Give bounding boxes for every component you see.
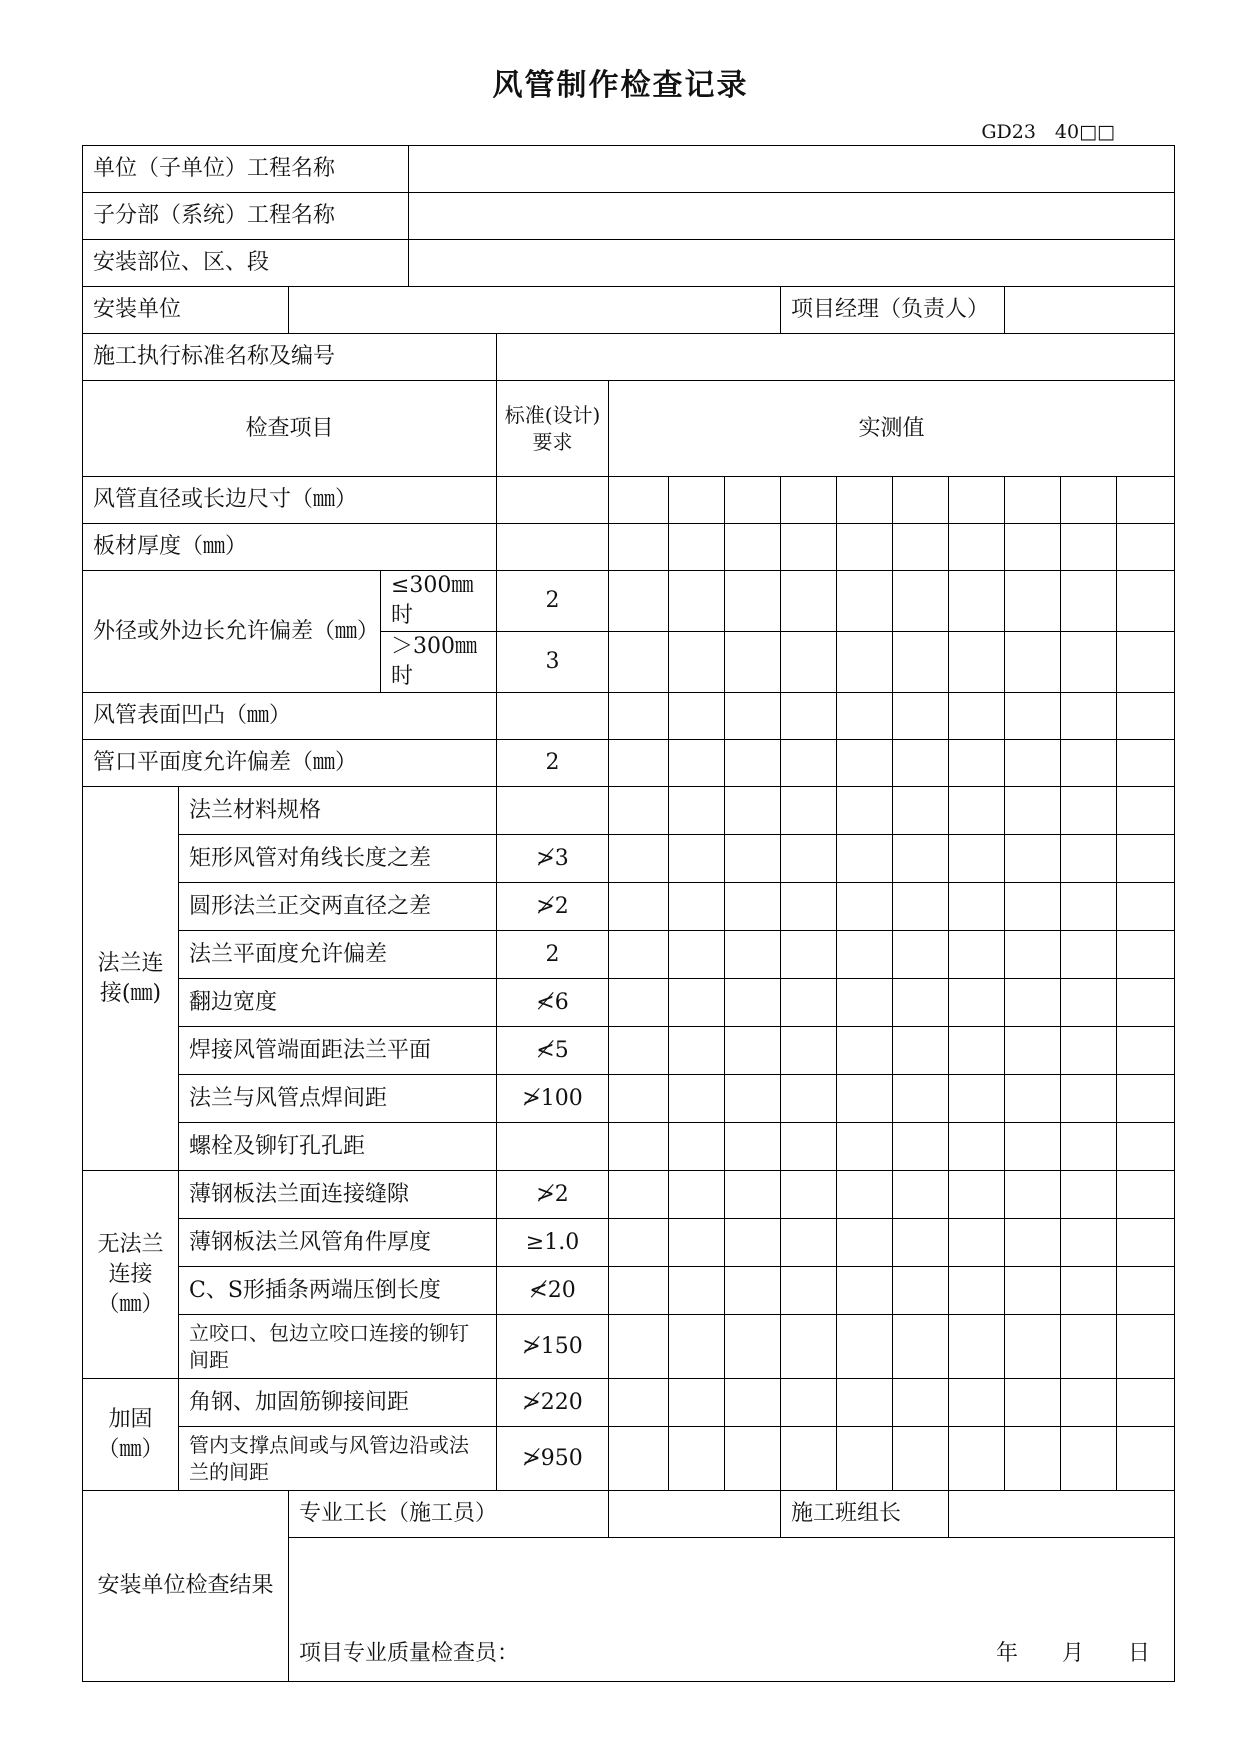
- measured-cell[interactable]: [725, 740, 781, 787]
- inspection-table: [82, 145, 1175, 1682]
- measured-cell[interactable]: [725, 1267, 781, 1315]
- measured-cell[interactable]: [1117, 1171, 1175, 1219]
- item-requirement: ≥1.0: [497, 1219, 609, 1267]
- measured-cell[interactable]: [781, 1171, 837, 1219]
- measured-cell[interactable]: [1061, 1315, 1117, 1379]
- measured-cell[interactable]: [1117, 1379, 1175, 1427]
- item-requirement: [497, 787, 609, 835]
- item-requirement: ≯100: [497, 1075, 609, 1123]
- measured-cell[interactable]: [949, 477, 1005, 524]
- col-measured-header: 实测值: [609, 381, 1175, 477]
- measured-cell[interactable]: [893, 787, 949, 835]
- measured-cell[interactable]: [1005, 524, 1061, 571]
- item-requirement: ≯2: [497, 1171, 609, 1219]
- measured-cell[interactable]: [609, 1267, 669, 1315]
- measured-cell[interactable]: [949, 787, 1005, 835]
- measured-cell[interactable]: [1117, 883, 1175, 931]
- measured-cell[interactable]: [725, 787, 781, 835]
- measured-cell[interactable]: [609, 693, 669, 740]
- measured-cell[interactable]: [1117, 1267, 1175, 1315]
- measured-cell[interactable]: [609, 883, 669, 931]
- measured-cell[interactable]: [609, 835, 669, 883]
- unit-project-label: 单位（子单位）工程名称: [83, 146, 409, 193]
- measured-cell[interactable]: [781, 931, 837, 979]
- measured-cell[interactable]: [837, 1267, 893, 1315]
- measured-cell[interactable]: [1005, 1427, 1061, 1491]
- measured-cell[interactable]: [1061, 571, 1117, 632]
- item-requirement: 2: [497, 740, 609, 787]
- measured-cell[interactable]: [837, 883, 893, 931]
- measured-cell[interactable]: [949, 835, 1005, 883]
- item-label: 圆形法兰正交两直径之差: [179, 883, 497, 931]
- measured-cell[interactable]: [781, 1027, 837, 1075]
- measured-cell[interactable]: [609, 1427, 669, 1491]
- measured-cell[interactable]: [725, 632, 781, 693]
- measured-cell[interactable]: [781, 571, 837, 632]
- measured-cell[interactable]: [837, 477, 893, 524]
- measured-cell[interactable]: [669, 740, 725, 787]
- measured-cell[interactable]: [949, 571, 1005, 632]
- measured-cell[interactable]: [725, 1315, 781, 1379]
- measured-cell[interactable]: [893, 1267, 949, 1315]
- measured-cell[interactable]: [837, 931, 893, 979]
- measured-cell[interactable]: [1061, 1171, 1117, 1219]
- measured-cell[interactable]: [893, 1219, 949, 1267]
- measured-cell[interactable]: [949, 979, 1005, 1027]
- measured-cell[interactable]: [949, 740, 1005, 787]
- measured-cell[interactable]: [781, 1123, 837, 1171]
- measured-cell[interactable]: [609, 571, 669, 632]
- measured-cell[interactable]: [669, 693, 725, 740]
- measured-cell[interactable]: [609, 1171, 669, 1219]
- measured-cell[interactable]: [669, 1427, 725, 1491]
- measured-cell[interactable]: [781, 740, 837, 787]
- team-leader-value[interactable]: [949, 1491, 1175, 1538]
- measured-cell[interactable]: [949, 1267, 1005, 1315]
- measured-cell[interactable]: [1117, 1027, 1175, 1075]
- measured-cell[interactable]: [949, 1219, 1005, 1267]
- standard-label: 施工执行标准名称及编号: [83, 334, 497, 381]
- install-unit-value[interactable]: [289, 287, 781, 334]
- measured-cell[interactable]: [893, 1379, 949, 1427]
- measured-cell[interactable]: [1005, 477, 1061, 524]
- measured-cell[interactable]: [1005, 1315, 1061, 1379]
- item-requirement: ≮6: [497, 979, 609, 1027]
- measured-cell[interactable]: [1117, 979, 1175, 1027]
- item-label: 矩形风管对角线长度之差: [179, 835, 497, 883]
- measured-cell[interactable]: [725, 1123, 781, 1171]
- measured-cell[interactable]: [1005, 979, 1061, 1027]
- reinforce-group-label: 加固（㎜）: [83, 1379, 179, 1491]
- measured-cell[interactable]: [669, 835, 725, 883]
- measured-cell[interactable]: [949, 931, 1005, 979]
- measured-cell[interactable]: [1061, 1267, 1117, 1315]
- measured-cell[interactable]: [1061, 1027, 1117, 1075]
- measured-cell[interactable]: [893, 931, 949, 979]
- foreman-label: 专业工长（施工员）: [289, 1491, 609, 1538]
- form-code: GD23 40□□: [981, 121, 1115, 143]
- measured-cell[interactable]: [609, 740, 669, 787]
- measured-cell[interactable]: [609, 1123, 669, 1171]
- measured-cell[interactable]: [1117, 1315, 1175, 1379]
- item-requirement: ≯950: [497, 1427, 609, 1491]
- measured-cell[interactable]: [781, 1427, 837, 1491]
- item-requirement: ≯220: [497, 1379, 609, 1427]
- measured-cell[interactable]: [725, 477, 781, 524]
- measured-cell[interactable]: [725, 1379, 781, 1427]
- measured-cell[interactable]: [1005, 787, 1061, 835]
- item-label: 薄钢板法兰风管角件厚度: [179, 1219, 497, 1267]
- measured-cell[interactable]: [669, 883, 725, 931]
- measured-cell[interactable]: [669, 524, 725, 571]
- deviation-group-label: 外径或外边长允许偏差（㎜）: [83, 571, 381, 693]
- measured-cell[interactable]: [1117, 632, 1175, 693]
- measured-cell[interactable]: [1117, 524, 1175, 571]
- measured-cell[interactable]: [669, 1379, 725, 1427]
- measured-cell[interactable]: [1117, 1123, 1175, 1171]
- measured-cell[interactable]: [609, 477, 669, 524]
- measured-cell[interactable]: [893, 740, 949, 787]
- measured-cell[interactable]: [1117, 571, 1175, 632]
- measured-cell[interactable]: [725, 1427, 781, 1491]
- measured-cell[interactable]: [725, 1027, 781, 1075]
- measured-cell[interactable]: [837, 1123, 893, 1171]
- result-area[interactable]: [289, 1538, 1175, 1682]
- measured-cell[interactable]: [949, 1315, 1005, 1379]
- measured-cell[interactable]: [1005, 1075, 1061, 1123]
- measured-cell[interactable]: [781, 1379, 837, 1427]
- item-requirement: ≯2: [497, 883, 609, 931]
- install-unit-label: 安装单位: [83, 287, 289, 334]
- measured-cell[interactable]: [837, 1027, 893, 1075]
- measured-cell[interactable]: [837, 1427, 893, 1491]
- measured-cell[interactable]: [725, 1219, 781, 1267]
- item-requirement: ≯150: [497, 1315, 609, 1379]
- measured-cell[interactable]: [609, 1379, 669, 1427]
- page-title: 风管制作检查记录: [492, 68, 749, 103]
- project-manager-value[interactable]: [1005, 287, 1175, 334]
- measured-cell[interactable]: [893, 1123, 949, 1171]
- measured-cell[interactable]: [837, 740, 893, 787]
- team-leader-label: 施工班组长: [781, 1491, 949, 1538]
- measured-cell[interactable]: [1061, 524, 1117, 571]
- item-label: ＞300㎜时: [381, 632, 497, 693]
- measured-cell[interactable]: [949, 524, 1005, 571]
- measured-cell[interactable]: [781, 477, 837, 524]
- measured-cell[interactable]: [609, 524, 669, 571]
- unit-project-value[interactable]: [409, 146, 1175, 193]
- measured-cell[interactable]: [893, 693, 949, 740]
- measured-cell[interactable]: [609, 1075, 669, 1123]
- measured-cell[interactable]: [1061, 477, 1117, 524]
- measured-cell[interactable]: [949, 1027, 1005, 1075]
- measured-cell[interactable]: [837, 1379, 893, 1427]
- measured-cell[interactable]: [893, 1171, 949, 1219]
- measured-cell[interactable]: [725, 979, 781, 1027]
- measured-cell[interactable]: [1061, 787, 1117, 835]
- measured-cell[interactable]: [837, 632, 893, 693]
- measured-cell[interactable]: [1005, 931, 1061, 979]
- measured-cell[interactable]: [725, 571, 781, 632]
- project-manager-label: 项目经理（负责人）: [781, 287, 1005, 334]
- measured-cell[interactable]: [1117, 835, 1175, 883]
- item-requirement: 2: [497, 571, 609, 632]
- measured-cell[interactable]: [837, 571, 893, 632]
- location-label: 安装部位、区、段: [83, 240, 409, 287]
- measured-cell[interactable]: [609, 1315, 669, 1379]
- measured-cell[interactable]: [669, 571, 725, 632]
- measured-cell[interactable]: [949, 632, 1005, 693]
- noflange-group-label: 无法兰连接（㎜）: [83, 1171, 179, 1379]
- measured-cell[interactable]: [837, 979, 893, 1027]
- measured-cell[interactable]: [949, 1427, 1005, 1491]
- measured-cell[interactable]: [725, 883, 781, 931]
- item-requirement: 2: [497, 931, 609, 979]
- measured-cell[interactable]: [837, 693, 893, 740]
- measured-cell[interactable]: [949, 693, 1005, 740]
- item-requirement: ≮5: [497, 1027, 609, 1075]
- item-requirement: ≮20: [497, 1267, 609, 1315]
- measured-cell[interactable]: [837, 1075, 893, 1123]
- item-label: C、S形插条两端压倒长度: [179, 1267, 497, 1315]
- foreman-value[interactable]: [609, 1491, 781, 1538]
- item-label: 翻边宽度: [179, 979, 497, 1027]
- flange-group-label: 法兰连接(㎜): [83, 787, 179, 1171]
- item-label: 焊接风管端面距法兰平面: [179, 1027, 497, 1075]
- measured-cell[interactable]: [609, 931, 669, 979]
- measured-cell[interactable]: [1061, 931, 1117, 979]
- measured-cell[interactable]: [669, 1027, 725, 1075]
- measured-cell[interactable]: [1005, 1379, 1061, 1427]
- result-label: 安装单位检查结果: [83, 1491, 289, 1682]
- measured-cell[interactable]: [1061, 1123, 1117, 1171]
- measured-cell[interactable]: [1005, 1171, 1061, 1219]
- location-value[interactable]: [409, 240, 1175, 287]
- measured-cell[interactable]: [837, 1171, 893, 1219]
- measured-cell[interactable]: [669, 1171, 725, 1219]
- measured-cell[interactable]: [725, 1075, 781, 1123]
- measured-cell[interactable]: [781, 835, 837, 883]
- measured-cell[interactable]: [781, 693, 837, 740]
- measured-cell[interactable]: [893, 571, 949, 632]
- measured-cell[interactable]: [949, 883, 1005, 931]
- measured-cell[interactable]: [669, 1123, 725, 1171]
- measured-cell[interactable]: [781, 883, 837, 931]
- measured-cell[interactable]: [609, 979, 669, 1027]
- measured-cell[interactable]: [893, 1427, 949, 1491]
- col-item-header: 检查项目: [83, 381, 497, 477]
- inspector-label: 项目专业质量检查员：: [299, 1641, 520, 1666]
- item-label: 法兰与风管点焊间距: [179, 1075, 497, 1123]
- item-label: ≤300㎜时: [381, 571, 497, 632]
- measured-cell[interactable]: [725, 524, 781, 571]
- item-label: 法兰材料规格: [179, 787, 497, 835]
- measured-cell[interactable]: [1117, 740, 1175, 787]
- measured-cell[interactable]: [1005, 571, 1061, 632]
- measured-cell[interactable]: [669, 931, 725, 979]
- measured-cell[interactable]: [1005, 1123, 1061, 1171]
- measured-cell[interactable]: [609, 1219, 669, 1267]
- measured-cell[interactable]: [1005, 632, 1061, 693]
- measured-cell[interactable]: [1061, 1427, 1117, 1491]
- item-label: 风管直径或长边尺寸（㎜）: [83, 477, 497, 524]
- item-label: 立咬口、包边立咬口连接的铆钉间距: [179, 1315, 497, 1379]
- measured-cell[interactable]: [669, 632, 725, 693]
- item-requirement: [497, 524, 609, 571]
- measured-cell[interactable]: [893, 477, 949, 524]
- measured-cell[interactable]: [893, 632, 949, 693]
- measured-cell[interactable]: [669, 1075, 725, 1123]
- measured-cell[interactable]: [837, 1315, 893, 1379]
- measured-cell[interactable]: [1061, 835, 1117, 883]
- item-label: 管口平面度允许偏差（㎜）: [83, 740, 497, 787]
- measured-cell[interactable]: [1005, 835, 1061, 883]
- item-label: 法兰平面度允许偏差: [179, 931, 497, 979]
- measured-cell[interactable]: [725, 693, 781, 740]
- measured-cell[interactable]: [1005, 693, 1061, 740]
- item-label: 风管表面凹凸（㎜）: [83, 693, 497, 740]
- item-label: 角钢、加固筋铆接间距: [179, 1379, 497, 1427]
- item-requirement: [497, 477, 609, 524]
- measured-cell[interactable]: [781, 1219, 837, 1267]
- measured-cell[interactable]: [669, 477, 725, 524]
- measured-cell[interactable]: [1117, 1427, 1175, 1491]
- item-requirement: [497, 1123, 609, 1171]
- measured-cell[interactable]: [837, 835, 893, 883]
- measured-cell[interactable]: [781, 979, 837, 1027]
- measured-cell[interactable]: [1061, 632, 1117, 693]
- measured-cell[interactable]: [669, 979, 725, 1027]
- measured-cell[interactable]: [1005, 1027, 1061, 1075]
- measured-cell[interactable]: [781, 632, 837, 693]
- measured-cell[interactable]: [893, 1027, 949, 1075]
- measured-cell[interactable]: [893, 835, 949, 883]
- item-requirement: ≯3: [497, 835, 609, 883]
- measured-cell[interactable]: [893, 979, 949, 1027]
- sub-project-label: 子分部（系统）工程名称: [83, 193, 409, 240]
- measured-cell[interactable]: [669, 1315, 725, 1379]
- measured-cell[interactable]: [893, 1315, 949, 1379]
- measured-cell[interactable]: [725, 835, 781, 883]
- measured-cell[interactable]: [1061, 740, 1117, 787]
- measured-cell[interactable]: [1061, 979, 1117, 1027]
- measured-cell[interactable]: [949, 1171, 1005, 1219]
- measured-cell[interactable]: [1117, 1075, 1175, 1123]
- measured-cell[interactable]: [725, 1171, 781, 1219]
- standard-value[interactable]: [497, 334, 1175, 381]
- measured-cell[interactable]: [893, 1075, 949, 1123]
- item-label: 管内支撑点间或与风管边沿或法兰的间距: [179, 1427, 497, 1491]
- measured-cell[interactable]: [837, 1219, 893, 1267]
- measured-cell[interactable]: [781, 1267, 837, 1315]
- measured-cell[interactable]: [837, 524, 893, 571]
- measured-cell[interactable]: [609, 787, 669, 835]
- measured-cell[interactable]: [781, 787, 837, 835]
- measured-cell[interactable]: [949, 1075, 1005, 1123]
- measured-cell[interactable]: [1061, 1219, 1117, 1267]
- sub-project-value[interactable]: [409, 193, 1175, 240]
- measured-cell[interactable]: [837, 787, 893, 835]
- item-label: 板材厚度（㎜）: [83, 524, 497, 571]
- measured-cell[interactable]: [1061, 693, 1117, 740]
- measured-cell[interactable]: [893, 883, 949, 931]
- measured-cell[interactable]: [725, 931, 781, 979]
- col-requirement-header: 标准(设计)要求: [497, 381, 609, 477]
- measured-cell[interactable]: [781, 1315, 837, 1379]
- measured-cell[interactable]: [893, 524, 949, 571]
- measured-cell[interactable]: [949, 1123, 1005, 1171]
- item-requirement: [497, 693, 609, 740]
- measured-cell[interactable]: [1117, 931, 1175, 979]
- measured-cell[interactable]: [1005, 1219, 1061, 1267]
- measured-cell[interactable]: [949, 1379, 1005, 1427]
- measured-cell[interactable]: [1061, 1379, 1117, 1427]
- measured-cell[interactable]: [1117, 787, 1175, 835]
- item-requirement: 3: [497, 632, 609, 693]
- measured-cell[interactable]: [1117, 477, 1175, 524]
- measured-cell[interactable]: [781, 1075, 837, 1123]
- item-label: 薄钢板法兰面连接缝隙: [179, 1171, 497, 1219]
- measured-cell[interactable]: [669, 1219, 725, 1267]
- measured-cell[interactable]: [781, 524, 837, 571]
- measured-cell[interactable]: [609, 632, 669, 693]
- item-label: 螺栓及铆钉孔孔距: [179, 1123, 497, 1171]
- measured-cell[interactable]: [669, 787, 725, 835]
- measured-cell[interactable]: [1117, 1219, 1175, 1267]
- measured-cell[interactable]: [609, 1027, 669, 1075]
- measured-cell[interactable]: [1005, 740, 1061, 787]
- measured-cell[interactable]: [1117, 693, 1175, 740]
- measured-cell[interactable]: [669, 1267, 725, 1315]
- measured-cell[interactable]: [1005, 1267, 1061, 1315]
- measured-cell[interactable]: [1005, 883, 1061, 931]
- measured-cell[interactable]: [1061, 1075, 1117, 1123]
- date-label: 年 月 日: [996, 1641, 1151, 1666]
- measured-cell[interactable]: [1061, 883, 1117, 931]
